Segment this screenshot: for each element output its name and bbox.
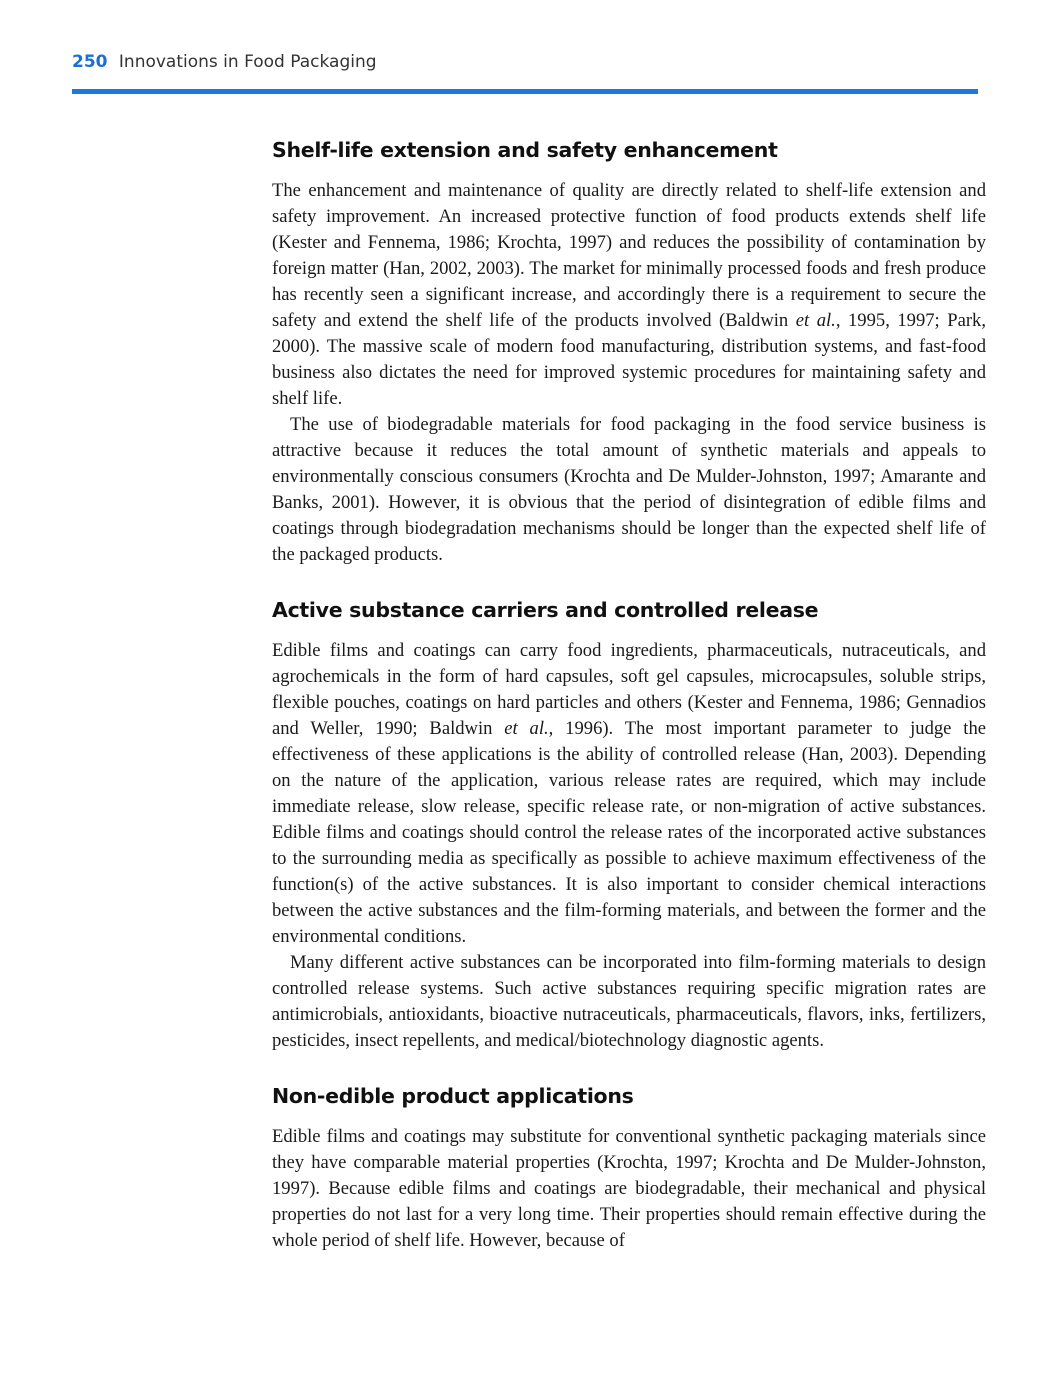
section-heading-active-substance: Active substance carriers and controlled release: [272, 598, 819, 622]
header-rule: [72, 89, 978, 94]
section-heading-non-edible: Non-edible product applications: [272, 1084, 634, 1108]
paragraph: The use of biodegradable materials for food packaging in the food service business is attractive because it reduces the total amount of synthetic materials and appeals to environmentally conscious consumers (Krochta and De Mulder-Johnston, 1997; Amarante and Banks, 2001). However, it is obvious that the period of disintegration of edible films and coatings through biodegradation mechanisms should be longer than the expected shelf life of the packaged products.: [272, 414, 986, 565]
section-heading-shelf-life: Shelf-life extension and safety enhancement: [272, 138, 778, 162]
running-header: [72, 52, 377, 72]
paragraph: Edible films and coatings may substitute for conventional synthetic packaging materials since they have comparable material properties (Krochta, 1997; Krochta and De Mulder-Johnston, 1997). Because edible films and coatings are biodegradable, their mechanical and physical properties do not last for a very long time. Their properties should remain effective during the whole period of shelf life. However, because of: [272, 1126, 986, 1251]
paragraph: Many different active substances can be incorporated into film-forming materials to design controlled release systems. Such active substances requiring specific migration rates are antimicrobials, antioxidants, bioactive nutraceuticals, pharmaceuticals, flavors, inks, fertilizers, pesticides, insect repellents, and medical/biotechnology diagnostic agents.: [272, 952, 986, 1051]
paragraph: The enhancement and maintenance of quality are directly related to shelf-life extension and safety improvement. An increased protective function of food products extends shelf life (Kester and Fennema, 1986; Krochta, 1997) and reduces the possibility of contamination by foreign matter (Han, 2002, 2003). The market for minimally processed foods and fresh produce has recently seen a significant increase, and accordingly there is a requirement to secure the safety and extend the shelf life of the products involved (Baldwin et al., 1995, 1997; Park, 2000). The massive scale of modern food manufacturing, distribution systems, and fast-food business also dictates the need for improved systemic procedures for maintaining safety and shelf life.: [272, 180, 986, 409]
page-number: 250: [72, 52, 108, 72]
paragraph: Edible films and coatings can carry food ingredients, pharmaceuticals, nutraceuticals, and agrochemicals in the form of hard capsules, soft gel capsules, microcapsules, soluble strips, flexible pouches, coatings on hard particles and others (Kester and Fennema, 1986; Gennadios and Weller, 1990; Baldwin et al., 1996). The most important parameter to judge the effectiveness of these applications is the ability of controlled release (Han, 2003). Depending on the nature of the application, various release rates are required, which may include immediate release, slow release, specific release rate, or non-migration of active substances. Edible films and coatings should control the release rates of the incorporated active substances to the surrounding media as specifically as possible to achieve maximum effectiveness of the function(s) of the active substances. It is also important to consider chemical interactions between the active substances and the film-forming materials, and between the former and the environmental conditions.: [272, 640, 986, 947]
page-body: [272, 136, 986, 1254]
book-title: Innovations in Food Packaging: [118, 52, 377, 72]
